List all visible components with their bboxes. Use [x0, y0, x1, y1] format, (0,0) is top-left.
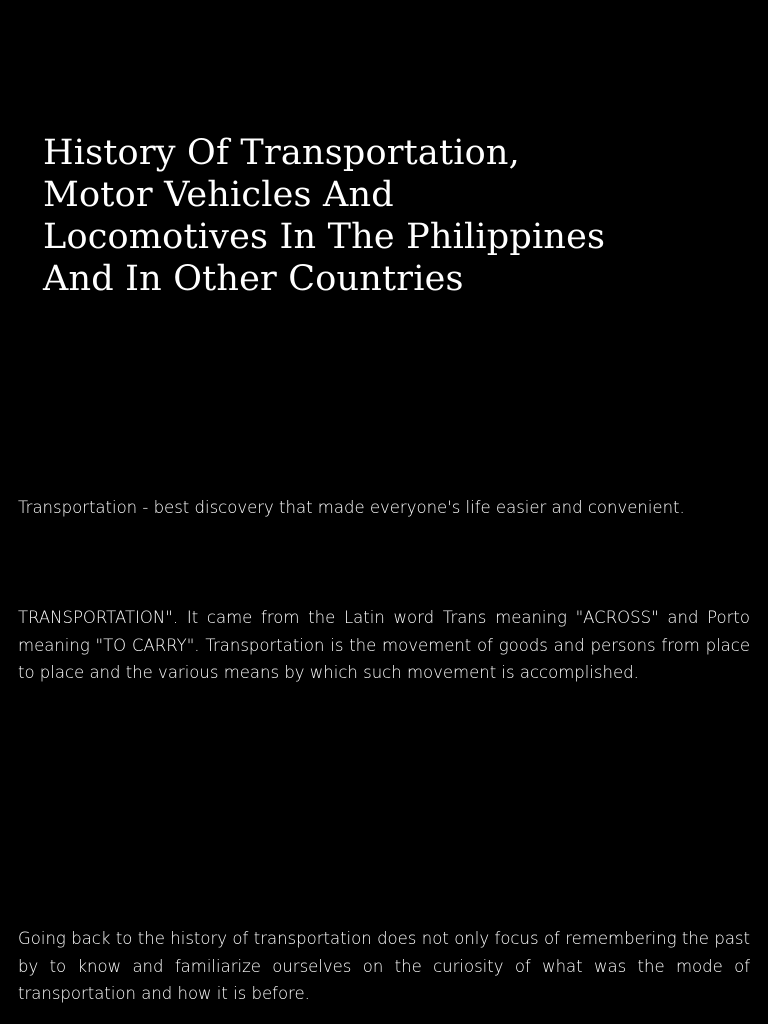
- title-line: Motor Vehicles And: [43, 175, 394, 215]
- title-line: And In Other Countries: [43, 259, 464, 299]
- title-line: History Of Transportation,: [43, 133, 520, 173]
- title-line: Locomotives In The Philippines: [43, 217, 606, 257]
- history-paragraph: Going back to the history of transportation does not only focus of remembering the past by to know and familiarize ourselves on the curiosity of what was the mode of transportation and how it is before.: [18, 929, 750, 1004]
- document-title: [43, 132, 723, 300]
- definition-paragraph: TRANSPORTATION". It came from the Latin word Trans meaning "ACROSS" and Porto meaning "TO CARRY". Transportation is the movement of goods and persons from place to place and the various means by which such movement is accomplished.: [18, 608, 750, 683]
- intro-paragraph: Transportation - best discovery that made everyone's life easier and convenient.: [18, 498, 685, 517]
